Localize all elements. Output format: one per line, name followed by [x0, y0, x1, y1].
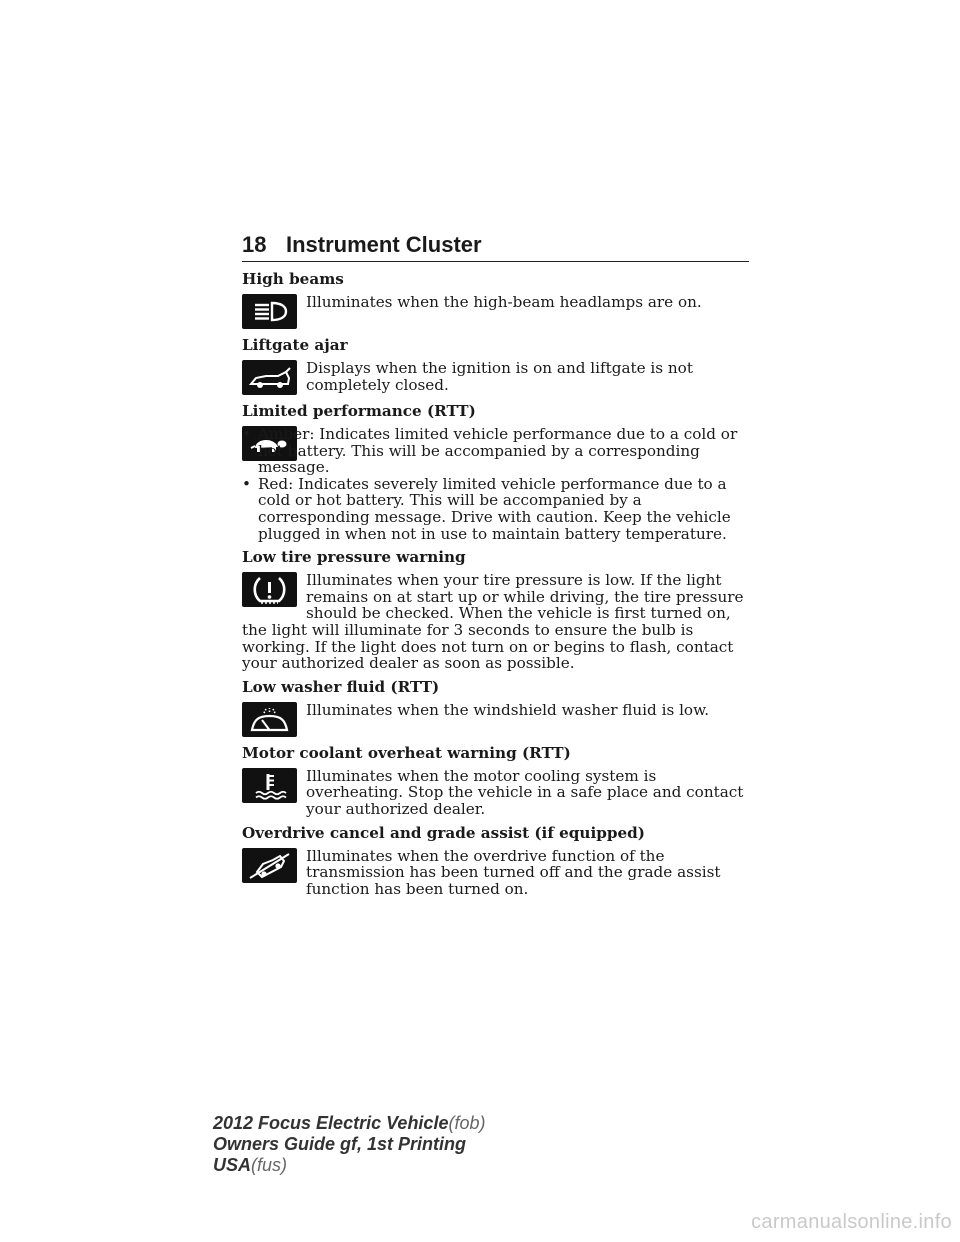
- entry-description: Illuminates when the high-beam headlamps are on.: [306, 293, 702, 311]
- entry-title: Limited performance (RTT): [242, 402, 476, 420]
- entry-title: Motor coolant overheat warning (RTT): [242, 743, 571, 762]
- footer-region-code: (fus): [251, 1155, 288, 1175]
- footer-region: USA: [213, 1155, 252, 1175]
- entry-description: Displays when the ignition is on and liftgate is not completely closed.: [306, 359, 693, 394]
- liftgate-ajar-icon: [242, 360, 297, 395]
- bullet-list: [242, 476, 752, 542]
- high-beam-icon: [242, 294, 297, 329]
- tire-pressure-icon: [242, 572, 297, 607]
- entry-title: Liftgate ajar: [242, 336, 348, 354]
- entry-liftgate-ajar: [242, 336, 752, 396]
- footer-code: (fob): [448, 1113, 486, 1133]
- entry-low-washer-fluid: [242, 678, 752, 738]
- footer-line: [213, 1155, 485, 1176]
- coolant-temperature-icon: [242, 768, 297, 803]
- entry-title: Low washer fluid (RTT): [242, 677, 440, 696]
- washer-fluid-icon: [242, 702, 297, 737]
- entry-title: Overdrive cancel and grade assist (if equipped): [242, 823, 645, 842]
- grade-assist-icon: [242, 848, 297, 883]
- entry-description: Illuminates when the overdrive function of the transmission has been turned off and the grade assist function has been turned on.: [306, 846, 721, 898]
- document-footer: [213, 1113, 485, 1176]
- entry-limited-performance: [242, 402, 752, 542]
- watermark: carmanualsonline.info: [751, 1211, 952, 1233]
- list-item: • Amber: Indicates limited vehicle performance due to a cold or hot battery. This will be accompanied by a corresponding message.: [242, 426, 752, 476]
- entry-high-beams: [242, 270, 752, 330]
- entry-title: Low tire pressure warning: [242, 548, 466, 567]
- entry-overdrive-cancel: [242, 824, 752, 898]
- footer-model: 2012 Focus Electric Vehicle: [213, 1113, 449, 1133]
- footer-printing: Owners Guide gf, 1st Printing: [213, 1134, 467, 1154]
- footer-line: [213, 1134, 485, 1155]
- footer-line: [213, 1113, 485, 1134]
- entry-description: Illuminates when the motor cooling system is overheating. Stop the vehicle in a safe place and contact your authorized dealer.: [306, 766, 744, 818]
- section-title: Instrument Cluster: [286, 232, 482, 257]
- page-header: [242, 230, 749, 262]
- entry-description: Illuminates when the windshield washer fluid is low.: [306, 700, 710, 719]
- entry-low-tire-pressure: [242, 548, 752, 672]
- list-item: • Red: Indicates severely limited vehicle performance due to a cold or hot battery. This will be accompanied by a corresponding message. Drive with caution. Keep the vehicle plugged in when not in use to maintain battery temperature.: [242, 476, 752, 542]
- bullet-list: [242, 426, 752, 476]
- page-number: 18: [242, 232, 267, 257]
- entry-title: High beams: [242, 270, 344, 288]
- page-content: [242, 270, 752, 903]
- entry-description: Illuminates when your tire pressure is low. If the light remains on at start up or while driving, the tire pressure should be checked. When the vehicle is first turned on, the light will illuminate for 3 seconds to ensure the bulb is working. If the light does not turn on or begins to flash, contact your authorized dealer as soon as possible.: [242, 571, 744, 673]
- entry-motor-coolant: [242, 744, 752, 818]
